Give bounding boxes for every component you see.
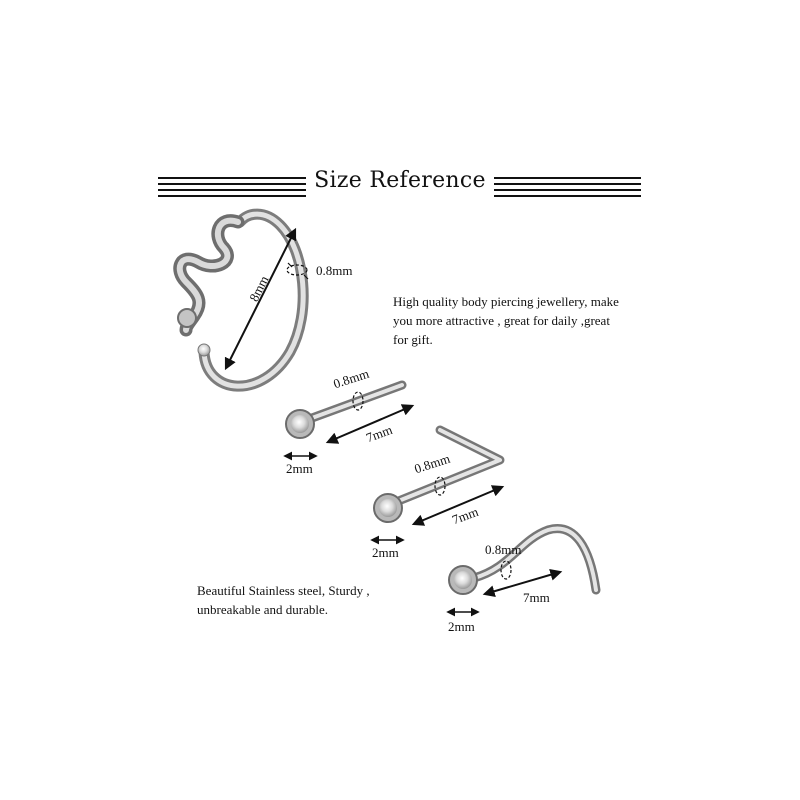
description-bottom: Beautiful Stainless steel, Sturdy , unbreakable and durable. (197, 583, 370, 617)
screw-stud-thickness-label: 0.8mm (485, 542, 522, 557)
l-shape-stud-head-label: 2mm (372, 545, 399, 560)
l-shape-stud (374, 430, 500, 522)
title-rule-right (494, 178, 641, 196)
l-shape-stud-length-label: 7mm (450, 503, 481, 528)
snake-ring (178, 214, 303, 386)
ring-diameter-label: 8mm (246, 273, 272, 304)
title-rule-left (158, 178, 306, 196)
screw-stud (449, 529, 596, 594)
screw-stud-head-label: 2mm (448, 619, 475, 634)
screw-stud-length-label: 7mm (523, 590, 550, 605)
straight-stud-length-label: 7mm (364, 421, 395, 446)
straight-stud-thickness-label: 0.8mm (331, 365, 371, 392)
page-title: Size Reference (314, 168, 486, 193)
l-shape-stud-thickness-label: 0.8mm (412, 450, 452, 477)
ring-thickness-label: 0.8mm (316, 263, 353, 278)
description-top: High quality body piercing jewellery, make you more attractive , great for daily ,great for gift. (393, 294, 619, 347)
straight-stud-head-label: 2mm (286, 461, 313, 476)
